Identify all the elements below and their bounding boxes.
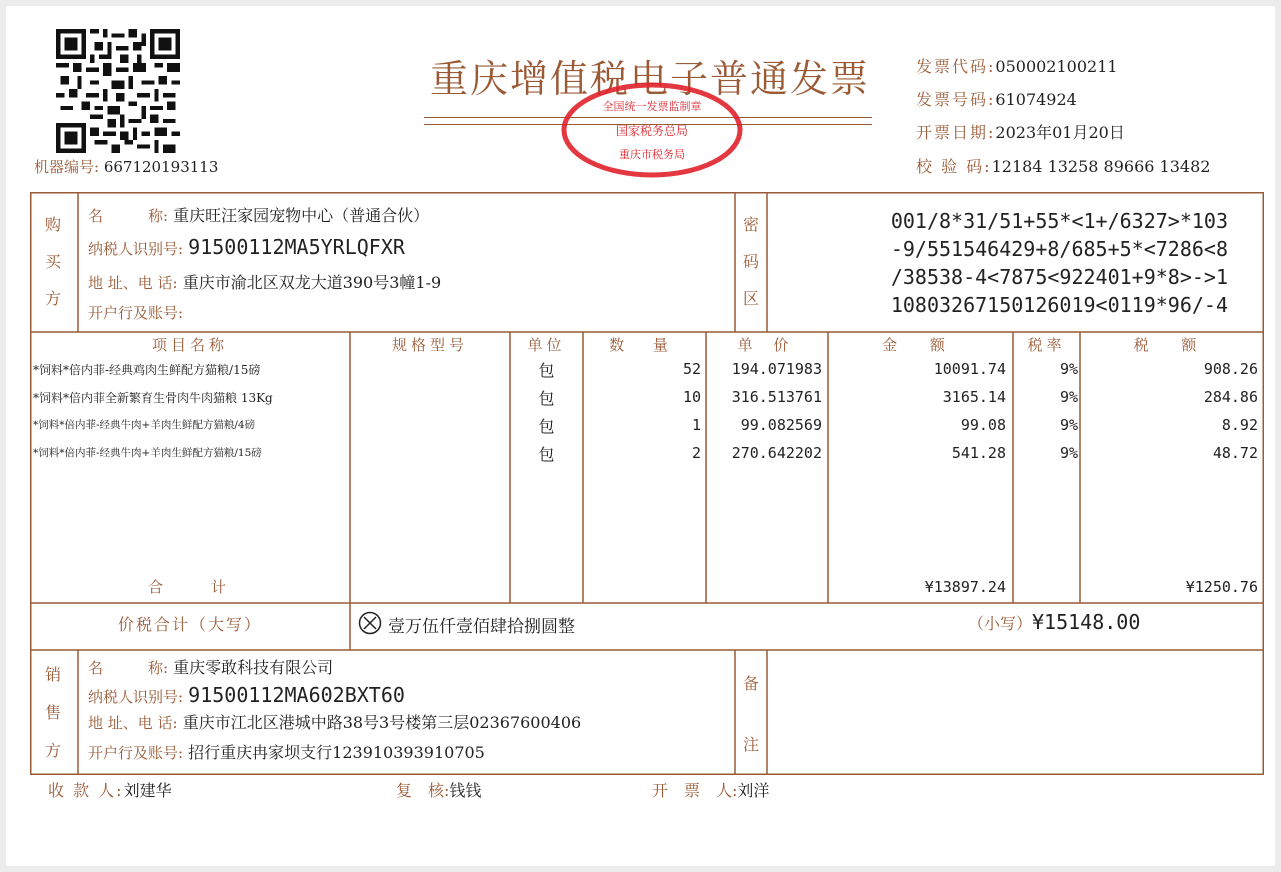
item-name: *饲料*倍内菲-经典牛肉+羊肉生鲜配方猫粮/15磅 xyxy=(33,447,262,459)
invoice-code-label: 发票代码: xyxy=(916,57,996,76)
payee-name: 刘建华 xyxy=(123,781,172,800)
item-rate: 9% xyxy=(1059,388,1078,406)
payee-label: 收 款 人: xyxy=(48,781,124,800)
item-amount: 10091.74 xyxy=(933,360,1006,378)
item-unit: 包 xyxy=(538,445,555,464)
cipher-side-char-2: 码 xyxy=(742,252,759,271)
buyer-address-label: 地 址、电 话: xyxy=(88,274,178,292)
drawer-name: 刘洋 xyxy=(737,781,770,800)
grand-total-small xyxy=(968,610,1140,634)
invoice-number-label: 发票号码: xyxy=(916,90,996,109)
cipher-text xyxy=(798,207,1228,319)
buyer-name: 重庆旺汪家园宠物中心（普通合伙） xyxy=(173,206,430,225)
machine-number xyxy=(34,156,218,177)
item-tax: 8.92 xyxy=(1221,416,1258,434)
invoice-page xyxy=(6,6,1275,866)
col-header-price: 单 价 xyxy=(737,336,797,354)
seller-tax-label: 纳税人识别号: xyxy=(88,688,184,706)
item-unit: 包 xyxy=(538,361,555,380)
issue-date-row xyxy=(916,120,1125,143)
item-price: 194.071983 xyxy=(731,360,822,378)
reviewer-name: 钱钱 xyxy=(449,781,482,800)
buyer-bank-row xyxy=(88,302,183,323)
item-rate: 9% xyxy=(1059,444,1078,462)
remark-side-char-1: 备 xyxy=(742,674,759,693)
remark-side-char-2: 注 xyxy=(742,735,759,754)
grand-total-small-value: ¥15148.00 xyxy=(1032,610,1141,634)
buyer-name-label: 名 称: xyxy=(88,207,169,225)
buyer-bank-label: 开户行及账号: xyxy=(88,304,184,322)
seller-address: 重庆市江北区港城中路38号3号楼第三层02367600406 xyxy=(182,713,582,732)
seller-bank-row xyxy=(88,740,485,763)
seller-side-char-2: 售 xyxy=(44,703,61,722)
cipher-side-char-1: 密 xyxy=(742,215,759,234)
machine-number-value: 667120193113 xyxy=(103,158,219,176)
seller-side-char-1: 销 xyxy=(44,665,61,684)
item-price: 99.082569 xyxy=(740,416,822,434)
drawer-label: 开 票 人: xyxy=(652,781,738,800)
item-qty: 2 xyxy=(691,444,701,462)
issue-date-value: 2023年01月20日 xyxy=(995,123,1125,142)
item-unit: 包 xyxy=(538,417,555,436)
seller-address-row xyxy=(88,710,581,733)
buyer-name-row xyxy=(88,203,429,226)
item-tax: 908.26 xyxy=(1203,360,1258,378)
check-code-row xyxy=(916,154,1210,177)
payee xyxy=(48,778,172,801)
seller-name-label: 名 称: xyxy=(88,659,169,677)
item-name: *饲料*倍内菲-经典牛肉+羊肉生鲜配方猫粮/4磅 xyxy=(33,419,256,431)
grand-total-words: 壹万伍仟壹佰肆拾捌圆整 xyxy=(388,617,575,637)
buyer-tax-id: 91500112MA5YRLQFXR xyxy=(188,235,405,259)
cipher-line-4: 10803267150126019<0119*96/-4 xyxy=(890,293,1228,317)
total-amount: ¥13897.24 xyxy=(924,578,1006,596)
buyer-tax-label: 纳税人识别号: xyxy=(88,240,184,258)
qr-code xyxy=(53,29,183,153)
item-rate: 9% xyxy=(1059,416,1078,434)
circled-x-icon xyxy=(358,611,382,635)
drawer xyxy=(652,778,769,801)
invoice-code-value: 050002100211 xyxy=(995,57,1118,76)
col-header-rate: 税率 xyxy=(1027,336,1066,354)
seller-address-label: 地 址、电 话: xyxy=(88,714,178,732)
invoice-title: 重庆增值税电子普通发票 xyxy=(430,57,871,101)
item-amount: 99.08 xyxy=(960,416,1006,434)
reviewer-label: 复 核: xyxy=(396,781,450,800)
cipher-line-2: -9/551546429+8/685+5*<7286<8 xyxy=(890,237,1228,261)
remark-area xyxy=(768,652,1258,767)
col-header-amount: 金 额 xyxy=(882,336,959,354)
item-unit: 包 xyxy=(538,389,555,408)
cipher-line-3: /38538-4<7875<922401+9*8>->1 xyxy=(890,265,1228,289)
reviewer xyxy=(396,778,481,801)
item-name: *饲料*倍内菲-经典鸡肉生鲜配方猫粮/15磅 xyxy=(33,363,261,377)
item-tax: 284.86 xyxy=(1203,388,1258,406)
item-amount: 3165.14 xyxy=(942,388,1006,406)
item-qty: 1 xyxy=(691,416,701,434)
cipher-side-char-3: 区 xyxy=(742,289,759,308)
item-qty: 52 xyxy=(682,360,701,378)
buyer-side-char-3: 方 xyxy=(44,289,61,308)
seller-side-char-3: 方 xyxy=(44,741,61,760)
col-header-qty: 数 量 xyxy=(609,336,680,354)
check-code-value: 12184 13258 89666 13482 xyxy=(991,157,1211,176)
invoice-number-value: 61074924 xyxy=(995,90,1077,109)
item-name: *饲料*倍内菲全新繁育生骨肉牛肉猫粮 13Kg xyxy=(33,391,273,405)
col-header-spec: 规格型号 xyxy=(391,336,468,354)
seal-text-mid: 国家税务总局 xyxy=(615,124,689,138)
item-price: 270.642202 xyxy=(731,444,822,462)
seal-text-bottom: 重庆市税务局 xyxy=(619,148,685,161)
seller-name: 重庆零敢科技有限公司 xyxy=(173,658,334,677)
buyer-tax-row xyxy=(88,235,405,259)
buyer-side-char-1: 购 xyxy=(44,215,61,234)
machine-number-label: 机器编号: xyxy=(34,158,100,176)
invoice-number-row xyxy=(916,87,1077,110)
col-header-tax: 税 额 xyxy=(1133,336,1211,354)
item-tax: 48.72 xyxy=(1212,444,1258,462)
total-tax: ¥1250.76 xyxy=(1185,578,1258,596)
buyer-side-char-2: 买 xyxy=(44,252,61,271)
seller-bank: 招行重庆冉家坝支行123910393910705 xyxy=(188,743,485,762)
item-price: 316.513761 xyxy=(731,388,822,406)
total-label: 合 计 xyxy=(147,578,232,596)
seller-tax-id: 91500112MA602BXT60 xyxy=(188,683,405,707)
check-code-label: 校 验 码: xyxy=(916,157,992,176)
grand-total-small-label: （小写） xyxy=(968,614,1033,633)
buyer-address-row xyxy=(88,270,441,293)
col-header-name: 项目名称 xyxy=(151,336,228,354)
cipher-line-1: 001/8*31/51+55*<1+/6327>*103 xyxy=(890,209,1228,233)
seller-tax-row xyxy=(88,683,405,707)
issue-date-label: 开票日期: xyxy=(916,123,996,142)
seal-text-top: 全国统一发票监制章 xyxy=(602,100,702,113)
tax-seal-stamp xyxy=(557,80,747,180)
invoice-code-row xyxy=(916,54,1118,77)
seller-bank-label: 开户行及账号: xyxy=(88,744,184,762)
buyer-address: 重庆市渝北区双龙大道390号3幢1-9 xyxy=(182,273,442,292)
item-amount: 541.28 xyxy=(951,444,1006,462)
item-qty: 10 xyxy=(682,388,701,406)
grand-total-label: 价税合计（大写） xyxy=(117,615,262,634)
item-rate: 9% xyxy=(1059,360,1078,378)
seller-name-row xyxy=(88,655,333,678)
col-header-unit: 单位 xyxy=(527,336,566,354)
